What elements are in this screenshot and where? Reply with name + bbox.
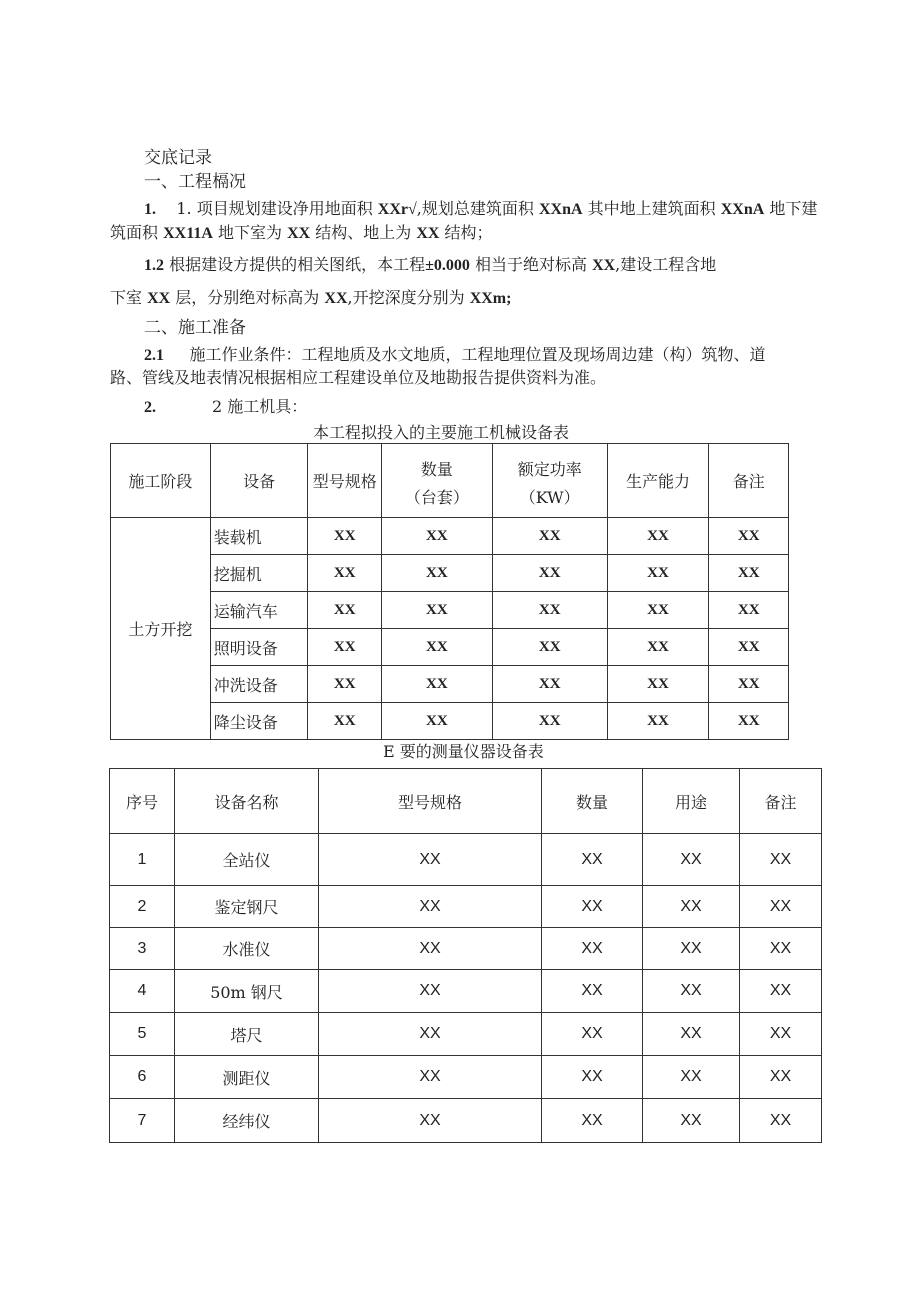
header-model: 型号规格	[319, 769, 542, 834]
paragraph-1-line-1: 1. 1. 项目规划建设净用地面积 XXr√,规划总建筑面积 XXnA 其中地上建筑面积 XXnA 地下建	[144, 199, 818, 218]
cell-model: XX	[308, 703, 382, 740]
cell-qty: XX	[542, 1056, 643, 1099]
p1-number: 1.	[144, 201, 156, 218]
cell-use: XX	[643, 1099, 740, 1143]
survey-instrument-table	[109, 768, 822, 1143]
cell-power: XX	[492, 592, 607, 629]
cell-use: XX	[643, 970, 740, 1013]
cell-capacity: XX	[607, 703, 709, 740]
table-row	[111, 666, 789, 703]
cell-qty: XX	[542, 834, 643, 886]
table-row	[110, 886, 822, 928]
header-power: 额定功率 （KW）	[492, 444, 607, 518]
table-row	[111, 629, 789, 666]
paragraph-2-line-2: 下室 XX 层，分别绝对标高为 XX,开挖深度分别为 XXm;	[110, 288, 512, 307]
cell-use: XX	[643, 1056, 740, 1099]
cell-model: XX	[308, 666, 382, 703]
header-capacity: 生产能力	[607, 444, 709, 518]
equipment-name: 照明设备	[210, 629, 308, 666]
table-row	[111, 592, 789, 629]
cell-qty: XX	[542, 886, 643, 928]
table-row	[110, 928, 822, 970]
cell-name: 50m 钢尺	[175, 970, 319, 1013]
cell-model: XX	[319, 1056, 542, 1099]
cell-power: XX	[492, 518, 607, 555]
paragraph-2-line-1: 1.2 根据建设方提供的相关图纸，本工程±0.000 相当于绝对标高 XX,建设工程含地	[144, 255, 717, 274]
cell-qty: XX	[542, 928, 643, 970]
cell-name: 经纬仪	[175, 1099, 319, 1143]
cell-capacity: XX	[607, 666, 709, 703]
table-row	[111, 703, 789, 740]
cell-qty: XX	[542, 1013, 643, 1056]
equipment-name: 挖掘机	[210, 555, 308, 592]
cell-no: 3	[110, 928, 175, 970]
cell-note: XX	[740, 1013, 822, 1056]
cell-note: XX	[709, 666, 789, 703]
header-stage: 施工阶段	[111, 444, 211, 518]
table-row	[110, 1056, 822, 1099]
equipment-name: 装载机	[210, 518, 308, 555]
cell-note: XX	[740, 886, 822, 928]
header-quantity: 数量 （台套）	[381, 444, 492, 518]
table-1-caption: 本工程拟投入的主要施工机械设备表	[313, 423, 570, 442]
machinery-table	[110, 443, 789, 740]
cell-qty: XX	[381, 518, 492, 555]
cell-power: XX	[492, 703, 607, 740]
cell-model: XX	[308, 518, 382, 555]
cell-capacity: XX	[607, 518, 709, 555]
paragraph-3-line-2: 路、管线及地表情况根据相应工程建设单位及地勘报告提供资料为准。	[110, 368, 607, 387]
table-2-caption: E 要的测量仪器设备表	[383, 742, 544, 761]
header-no: 序号	[110, 769, 175, 834]
table-row	[110, 834, 822, 886]
header-model: 型号规格	[308, 444, 382, 518]
cell-note: XX	[740, 1056, 822, 1099]
cell-no: 6	[110, 1056, 175, 1099]
cell-note: XX	[740, 970, 822, 1013]
cell-name: 水准仪	[175, 928, 319, 970]
cell-qty: XX	[381, 629, 492, 666]
cell-model: XX	[319, 886, 542, 928]
cell-qty: XX	[381, 592, 492, 629]
cell-power: XX	[492, 555, 607, 592]
cell-note: XX	[709, 629, 789, 666]
cell-use: XX	[643, 928, 740, 970]
cell-note: XX	[740, 928, 822, 970]
cell-model: XX	[319, 970, 542, 1013]
table-2-header-row	[110, 769, 822, 834]
cell-qty: XX	[381, 666, 492, 703]
header-note: 备注	[709, 444, 789, 518]
cell-note: XX	[740, 834, 822, 886]
document-title: 交底记录	[144, 148, 212, 168]
cell-note: XX	[740, 1099, 822, 1143]
cell-use: XX	[643, 886, 740, 928]
cell-no: 4	[110, 970, 175, 1013]
cell-model: XX	[308, 555, 382, 592]
table-row	[111, 518, 789, 555]
cell-capacity: XX	[607, 629, 709, 666]
cell-power: XX	[492, 666, 607, 703]
cell-name: 鉴定钢尺	[175, 886, 319, 928]
paragraph-3-line-1: 2.1 施工作业条件：工程地质及水文地质，工程地理位置及现场周边建（构）筑物、道	[144, 345, 766, 364]
header-use: 用途	[643, 769, 740, 834]
cell-power: XX	[492, 629, 607, 666]
cell-no: 5	[110, 1013, 175, 1056]
cell-qty: XX	[381, 703, 492, 740]
cell-model: XX	[319, 1099, 542, 1143]
cell-use: XX	[643, 834, 740, 886]
cell-capacity: XX	[607, 592, 709, 629]
cell-name: 全站仪	[175, 834, 319, 886]
cell-name: 塔尺	[175, 1013, 319, 1056]
cell-model: XX	[308, 629, 382, 666]
cell-note: XX	[709, 703, 789, 740]
paragraph-1-line-2: 筑面积 XX11A 地下室为 XX 结构、地上为 XX 结构；	[110, 223, 493, 242]
header-note: 备注	[740, 769, 822, 834]
equipment-name: 降尘设备	[210, 703, 308, 740]
table-row	[111, 555, 789, 592]
header-equipment: 设备	[210, 444, 308, 518]
table-row	[110, 1099, 822, 1143]
header-quantity: 数量	[542, 769, 643, 834]
cell-use: XX	[643, 1013, 740, 1056]
cell-model: XX	[319, 928, 542, 970]
stage-cell: 土方开挖	[111, 518, 211, 740]
section-2-heading: 二、施工准备	[144, 318, 246, 338]
table-1-header-row	[111, 444, 789, 518]
section-1-heading: 一、工程槅况	[144, 172, 246, 192]
table-row	[110, 1013, 822, 1056]
cell-capacity: XX	[607, 555, 709, 592]
equipment-name: 冲洗设备	[210, 666, 308, 703]
cell-note: XX	[709, 592, 789, 629]
cell-model: XX	[308, 592, 382, 629]
paragraph-4: 2. 2 施工机具：	[144, 397, 308, 416]
cell-name: 测距仪	[175, 1056, 319, 1099]
equipment-name: 运输汽车	[210, 592, 308, 629]
cell-no: 7	[110, 1099, 175, 1143]
cell-note: XX	[709, 518, 789, 555]
cell-qty: XX	[381, 555, 492, 592]
cell-model: XX	[319, 1013, 542, 1056]
cell-note: XX	[709, 555, 789, 592]
cell-no: 2	[110, 886, 175, 928]
cell-qty: XX	[542, 970, 643, 1013]
cell-no: 1	[110, 834, 175, 886]
table-row	[110, 970, 822, 1013]
cell-qty: XX	[542, 1099, 643, 1143]
header-name: 设备名称	[175, 769, 319, 834]
cell-model: XX	[319, 834, 542, 886]
